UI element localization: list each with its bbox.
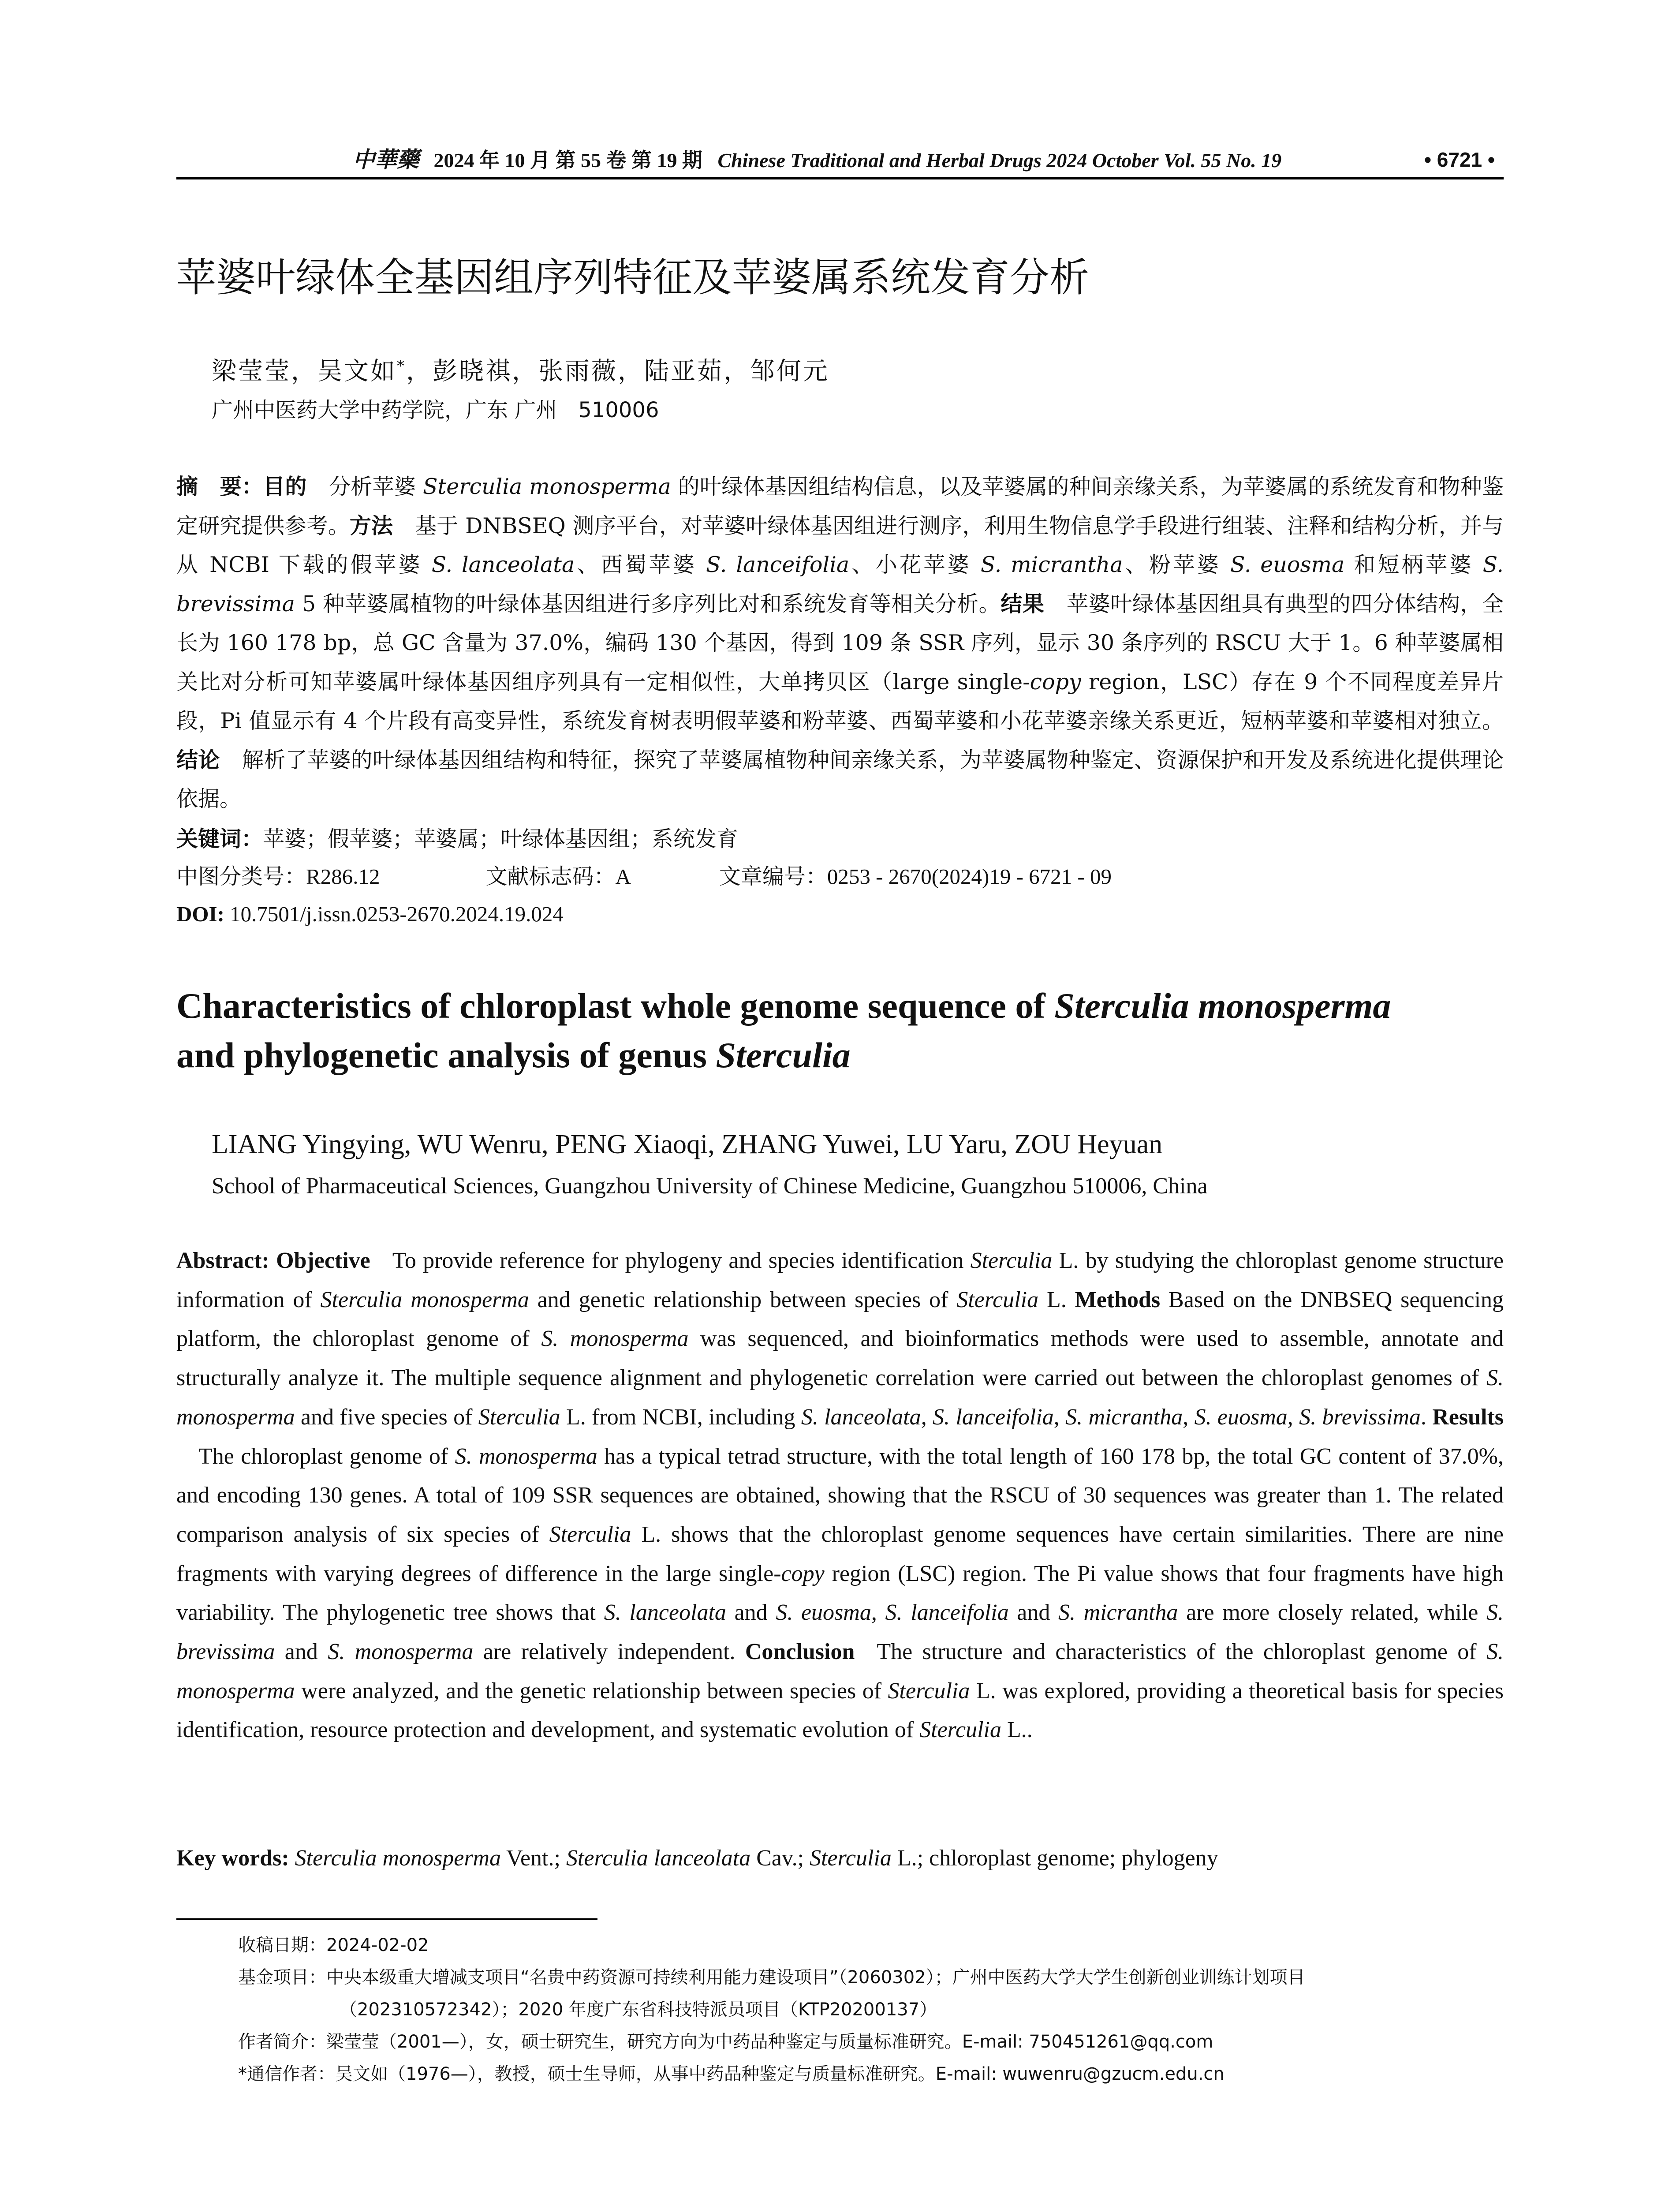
genus-name: Sterculia	[970, 1248, 1053, 1273]
journal-logo-text: 中華藥	[353, 146, 419, 172]
genus-name: Sterculia	[478, 1404, 560, 1430]
authors-part: ，彭晓祺，张雨薇，陆亚茹，邹何元	[406, 357, 829, 386]
abstract-text: The chloroplast genome of	[198, 1443, 455, 1469]
title-species: Sterculia monosperma	[1054, 986, 1391, 1026]
corresponding-author	[238, 2058, 1508, 2090]
term-italic: copy	[1030, 669, 1081, 695]
issue-cn: 2024 年 10 月 第 55 卷 第 19 期	[433, 149, 702, 172]
english-keywords	[176, 1839, 1504, 1878]
separator: ,	[1287, 1404, 1299, 1430]
abstract-text: are more closely related, while	[1178, 1600, 1487, 1626]
species-name: S. monosperma	[541, 1326, 689, 1352]
fund-value: 中央本级重大增减支项目“名贵中药资源可持续利用能力建设项目”（2060302）；广州中医药大学大学生创新创业训练计划项目	[326, 1967, 1305, 1988]
abstract-text: 5 种苹婆属植物的叶绿体基因组进行多序列比对和系统发育等相关分析。	[295, 591, 1001, 617]
separator: ,	[1053, 1404, 1066, 1430]
english-abstract	[176, 1241, 1504, 1750]
author-info	[238, 2026, 1508, 2058]
abstract-text: The structure and characteristics of the chloroplast genome of	[877, 1639, 1486, 1665]
abstract-text: region，LSC）存在 9 个不同程度差异片段，Pi 值显示有 4 个片段有高变异性，系统发育树表明假苹婆和粉苹婆、西蜀苹婆和小花苹婆亲缘关系更近，短柄苹婆和苹婆相对独立。	[176, 669, 1504, 733]
keyword: Sterculia	[810, 1846, 892, 1871]
objective-label: 目的	[263, 474, 307, 499]
abstract-text: has a typical tetrad structure, with the total length of 160 178 bp, the total GC content of 37.0%, and encoding 130 genes. A total of 109 SSR sequences are obtained, showing that the RSCU of 30 sequences was greater than 1. The related comparison analysis of six species of	[176, 1443, 1504, 1547]
journal-citation	[353, 142, 1281, 178]
abstract-text: 基于 DNBSEQ 测序平台，对苹婆叶绿体基因组进行测序，利用生物信息学手段进行组装、注释和结构分析，并与从 NCBI 下载的假苹婆	[176, 513, 1504, 577]
footnotes	[238, 1929, 1508, 2090]
classification-line	[176, 858, 1504, 895]
species-name: S. micrantha	[1058, 1600, 1178, 1626]
species-name: Sterculia monosperma	[422, 474, 671, 499]
genus-name: Sterculia	[549, 1521, 631, 1547]
species-name: S. monosperma	[176, 1365, 1504, 1430]
objective-label: Objective	[276, 1248, 370, 1273]
abstract-text: 、小花苹婆	[849, 552, 981, 577]
species-name: S. lanceolata	[801, 1404, 921, 1430]
title-text: and phylogenetic analysis of genus	[176, 1035, 716, 1075]
species-name: S. lanceifolia	[706, 552, 850, 577]
title-genus: Sterculia	[716, 1035, 851, 1075]
chinese-abstract	[176, 467, 1504, 819]
keyword: Vent.;	[501, 1846, 566, 1871]
fund-label: 基金项目：	[238, 1967, 326, 1988]
separator: and	[1008, 1600, 1058, 1626]
doc-code-value: A	[615, 864, 631, 889]
authors-part: 梁莹莹，吴文如	[212, 357, 397, 386]
chinese-title: 苹婆叶绿体全基因组序列特征及苹婆属系统发育分析	[176, 254, 1089, 301]
separator: and	[275, 1639, 328, 1665]
abstract-label: Abstract:	[176, 1248, 269, 1273]
fund-info	[238, 1962, 1508, 1994]
keywords-text: 苹婆；假苹婆；苹婆属；叶绿体基因组；系统发育	[263, 826, 739, 852]
abstract-text: 、西蜀苹婆	[575, 552, 706, 577]
abstract-text: 苹婆叶绿体基因组具有典型的四分体结构，全长为 160 178 bp，总 GC 含量为 37.0%，编码 130 个基因，得到 109 条 SSR 序列，显示 30 条序列的 RSCU 大于 1。6 种苹婆属相关比对分析可知苹婆属叶绿体基因组序列具有一定相似性，大单拷贝区（large single-	[176, 591, 1504, 695]
title-text: Characteristics of chloroplast whole genome sequence of	[176, 986, 1055, 1026]
species-name: S. monosperma	[328, 1639, 474, 1665]
species-name: S. lanceifolia	[885, 1600, 1009, 1626]
keyword: Cav.;	[750, 1846, 810, 1871]
species-name: S. lanceifolia	[933, 1404, 1054, 1430]
methods-label: 方法	[349, 513, 393, 538]
abstract-text: L. shows that the chloroplast genome sequences have certain similarities. There are nine fragments with varying degrees of difference in the large single-	[176, 1521, 1504, 1586]
species-name: S. micrantha	[980, 552, 1123, 577]
species-name: S. brevissima	[176, 552, 1504, 617]
keywords-label: 关键词：	[176, 826, 263, 852]
conclusion-label: Conclusion	[745, 1639, 855, 1665]
abstract-text: were analyzed, and the genetic relationship between species of	[295, 1678, 888, 1704]
abstract-text: are relatively independent.	[473, 1639, 745, 1665]
doc-code-label: 文献标志码：	[485, 864, 616, 889]
separator: and	[726, 1600, 776, 1626]
species-name: S. micrantha	[1065, 1404, 1183, 1430]
species-name: S. lanceolata	[431, 552, 575, 577]
results-label: 结果	[1001, 591, 1045, 617]
separator: ,	[871, 1600, 885, 1626]
separator: ,	[1183, 1404, 1195, 1430]
abstract-text: 的叶绿体基因组结构信息，以及苹婆属的种间亲缘关系，为苹婆属的系统发育和物种鉴定研究提供参考。	[176, 474, 1504, 538]
chinese-affiliation: 广州中医药大学中药学院，广东 广州 510006	[212, 398, 659, 422]
abstract-text: region (LSC) region. The Pi value shows that four fragments have high variability. The phylogenetic tree shows that	[176, 1561, 1504, 1626]
abstract-text: 、粉苹婆	[1123, 552, 1230, 577]
corresponding-mark: *	[397, 357, 406, 375]
species-name: S. brevissima	[176, 1600, 1504, 1665]
species-name: S. euosma	[1194, 1404, 1288, 1430]
doi-value: 10.7501/j.issn.0253-2670.2024.19.024	[224, 902, 564, 926]
keywords-label: Key words:	[176, 1846, 289, 1871]
abstract-text: To provide reference for phylogeny and species identification	[392, 1248, 971, 1273]
fund-info-continued: （202310572342）；2020 年度广东省科技特派员项目（KTP20200137）	[340, 1999, 937, 2020]
species-name: S. brevissima	[1299, 1404, 1421, 1430]
abstract-text: L. from NCBI, including	[560, 1404, 801, 1430]
genus-name: Sterculia	[956, 1287, 1039, 1312]
corresponding-label: *通信作者：	[238, 2064, 335, 2084]
species-name: S. monosperma	[176, 1639, 1504, 1704]
corresponding-value: 吴文如（1976—），教授，硕士生导师，从事中药品种鉴定与质量标准研究。E-mail: wuwenru@gzucm.edu.cn	[335, 2064, 1225, 2084]
abstract-text: L. was explored, providing a theoretical basis for species identification, resource protection and development, and systematic evolution of	[176, 1678, 1504, 1743]
abstract-text: was sequenced, and bioinformatics methods were used to assemble, annotate and structurally analyze it. The multiple sequence alignment and phylogenetic correlation were carried out between the chloroplast genomes of	[176, 1326, 1504, 1391]
species-name: S. monosperma	[455, 1443, 597, 1469]
results-label: Results	[1432, 1404, 1504, 1430]
chinese-keywords	[176, 820, 1504, 858]
genus-name: Sterculia	[888, 1678, 970, 1704]
doi-line	[176, 895, 1504, 933]
abstract-text: Based on the DNBSEQ sequencing platform, the chloroplast genome of	[176, 1287, 1504, 1352]
received-label: 收稿日期：	[238, 1935, 326, 1955]
doi-label: DOI:	[176, 902, 224, 926]
author-value: 梁莹莹（2001—），女，硕士研究生，研究方向为中药品种鉴定与质量标准研究。E-mail: 750451261@qq.com	[326, 2032, 1213, 2052]
abstract-text: L..	[1001, 1717, 1033, 1743]
english-title	[176, 981, 1504, 1080]
article-no-label: 文章编号：	[719, 864, 827, 889]
page-number: • 6721 •	[1424, 148, 1495, 171]
english-authors: LIANG Yingying, WU Wenru, PENG Xiaoqi, ZHANG Yuwei, LU Yaru, ZOU Heyuan	[212, 1129, 1163, 1159]
abstract-label: 摘 要：	[176, 474, 264, 499]
english-affiliation: School of Pharmaceutical Sciences, Guangzhou University of Chinese Medicine, Guangzhou 510006, China	[212, 1174, 1208, 1199]
keyword: Sterculia monosperma	[295, 1846, 501, 1871]
separator: .	[1420, 1404, 1433, 1430]
species-name: S. euosma	[1230, 552, 1345, 577]
genus-name: Sterculia	[919, 1717, 1001, 1743]
chinese-authors	[212, 344, 1504, 394]
clc-value: R286.12	[306, 864, 380, 889]
article-no-value: 0253 - 2670(2024)19 - 6721 - 09	[827, 864, 1112, 889]
author-label: 作者简介：	[238, 2032, 326, 2052]
separator: ,	[921, 1404, 933, 1430]
received-date	[238, 1929, 1508, 1962]
species-name: Sterculia monosperma	[320, 1287, 529, 1312]
methods-label: Methods	[1075, 1287, 1161, 1312]
keyword: L.; chloroplast genome; phylogeny	[891, 1846, 1218, 1871]
received-value: 2024-02-02	[326, 1935, 429, 1955]
running-header	[176, 142, 1504, 179]
abstract-text: 和短柄苹婆	[1344, 552, 1483, 577]
abstract-text: 解析了苹婆的叶绿体基因组结构和特征，探究了苹婆属植物种间亲缘关系，为苹婆属物种鉴定、资源保护和开发及系统进化提供理论依据。	[176, 747, 1504, 811]
journal-name-en: Chinese Traditional and Herbal Drugs 2024 October Vol. 55 No. 19	[717, 149, 1282, 172]
conclusion-label: 结论	[176, 747, 220, 773]
abstract-text: and genetic relationship between species of	[529, 1287, 957, 1312]
keyword: Sterculia lanceolata	[566, 1846, 751, 1871]
footnote-divider	[176, 1918, 597, 1920]
abstract-text: and five species of	[295, 1404, 478, 1430]
term-italic: copy	[781, 1561, 825, 1586]
abstract-text: 分析苹婆	[329, 474, 423, 499]
clc-label: 中图分类号：	[176, 864, 306, 889]
abstract-text: L. by studying the chloroplast genome structure information of	[176, 1248, 1504, 1312]
abstract-text: L.	[1038, 1287, 1075, 1312]
species-name: S. lanceolata	[604, 1600, 726, 1626]
species-name: S. euosma	[776, 1600, 871, 1626]
